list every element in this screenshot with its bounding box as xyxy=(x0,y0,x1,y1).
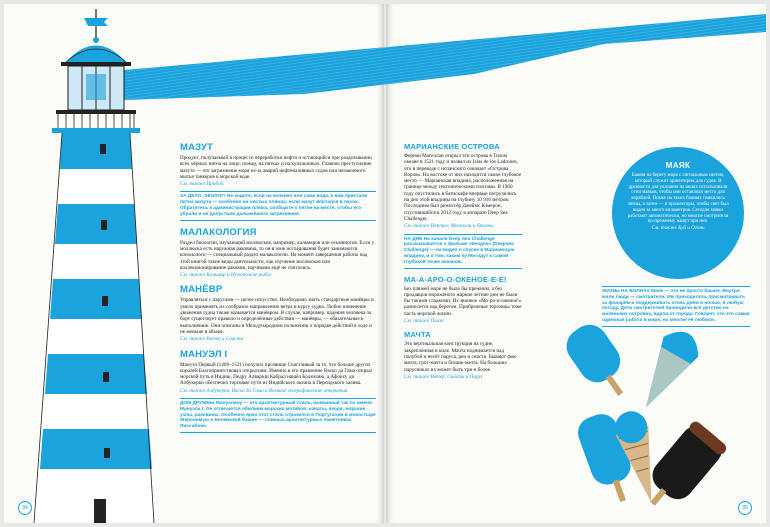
entry-text: Без пляжей море не было бы прежним, а без продавцов мороженого жаркие летние дни не были бы такими сладкими. Их звонкое «Мо-ро-о-оженое!» разносится над берегом. Прибрежные торговцы тоже часть морской жизни. xyxy=(404,285,522,317)
entry-text: Это вертикальная конструкция на судне, закреплённая в киле. Мачта поднимается над палубой и несёт паруса, реи и снасти. Бывают фок-мачта, грот-мачта и бизань-мачта. На больших парусниках их может быть три и более. xyxy=(404,341,518,373)
entry-title: МАЛАКОЛОГИЯ xyxy=(180,226,257,238)
entry-text: Раздел биологии, изучающий моллюсков, например, кальмаров или осьминогов. Если у моллюска есть наружная раковина, то он в зоне исследования будет занимаются конхиологи — специальный раздел малакологии. На момент завершения работы над этой книгой такие виды деятельности, как изучение моллюсков или коллекционирование раковин, научными ещё не считались. xyxy=(180,239,375,271)
book-spread xyxy=(4,4,766,523)
entry-marianas xyxy=(404,142,522,269)
mayak-title: МАЯК xyxy=(665,161,691,170)
tip-tag: НА ДНЕ xyxy=(404,236,423,242)
mayak-text: Башня на берегу моря с сигнальным светом, который служит ориентиром для судов. В древности для указания на мелях использовали огни маяков, чтобы они оставляли место для кораблей. Позже на таких башнях появились линзы, а затем — и прожекторы, чтобы свет был виден за много километров. Сегодня маяки работают автоматически, но многие смотрители по-прежнему живут при них. xyxy=(627,173,729,225)
mayak-circle xyxy=(612,147,744,279)
mayak-tip-column xyxy=(602,286,750,327)
tip-tag: ЗА ДЕЛО, ЭКОЛОГ! xyxy=(180,194,226,200)
tip-box xyxy=(180,398,376,433)
tip-box xyxy=(404,234,522,269)
ice-cream-illustration xyxy=(546,304,761,514)
tip-text: Маяк — это не просто башня. Внутри жили люди — смотрители. Им приходилось присматривать за фонарём и поддерживать огонь днём и ночью, в любую погоду. Дети смотрителей проводили всё детство на маленьких островах, вдали от города. Говорят, что это самая одинокая работа в мире, но многие её любили. xyxy=(602,289,750,323)
tip-box xyxy=(602,286,750,327)
page-number-left: 34 xyxy=(18,501,32,515)
tip-box xyxy=(180,191,376,220)
entry-title: МАРИАНСКИЕ ОСТРОВА xyxy=(404,142,500,151)
entry-manevr xyxy=(180,284,376,342)
entry-text: Фернан Магеллан открыл эти острова в Тихом океане в 1521 году и назвал их Islas de los Ladrones, что в переводе с испанского означает «Острова Воров». На востоке от них находится самое глубокое место — Марианская впадина, расположенная на границе между тектоническими плитами. В 1960 году опустились в батискафе впервые погрузились на дно этой впадины на глубину 10 916 метров. Последним был режиссёр Джеймс Кэмерон, спустившийся в 2012 году в аппарате Deep Sea Challenger. xyxy=(404,153,522,222)
entry-title: МАНУЭЛ I xyxy=(180,348,228,360)
lighthouse-illustration xyxy=(4,4,179,523)
see-also: См. также Пляж xyxy=(404,318,444,325)
entry-marco xyxy=(404,275,522,325)
see-also: См. также Прибой xyxy=(180,181,224,188)
entry-manuel xyxy=(180,349,376,433)
entry-text: Мануэл Первый (1469–1521) получил прозвище Счастливый за то, что больше других королей Благоприятствовал открытиям. Именно в его правление Васко да Гама открыл морской путь в Индию, Педру Алвариш Кабрал нашёл Бразилию, а Афонсу ди Албукерки обеспечил торговые пути из Индийского океана в Персидского залива. xyxy=(180,361,373,387)
left-page xyxy=(4,4,384,523)
entry-title: МАЧТА xyxy=(404,330,431,340)
entry-title: МАНЁВР xyxy=(180,284,223,296)
tip-text: Мануэлину — это архитектурный стиль, названный так по имени Мануэла I. Он отличается обилием морских мотивов: канаты, якоря, морские узлы, раковины. Особенно ярко этот стиль отразился в Португалии в монастыре Жеронимуш и Белемской башне — главных архитектурных памятниках Лиссабона. xyxy=(180,401,376,430)
entry-text: Управляться с парусами — целое искусство. Необходимо знать стандартные манёвры и умело применять их сообразно направлению ветра и курсу судна. Любое изменение движения судна также называется манёвром. В случае, например, падения человека за борт существует правило и определённые действия — манёвры, — обязательные к выполнению. Они описаны в Международном положении о порядке действий в ходе и не меньше в абзаце. xyxy=(180,297,374,335)
entry-mazut xyxy=(180,142,376,221)
entry-title: МАЗУТ xyxy=(180,142,214,153)
tip-text: Не ходите, если на коленях или сама вода, к вам пристали пятна мазута — особенно на чистых пляжах, если мазут впитался в песок. Обратитесь к администрации пляжа, сообщите о пятне на месте, чтобы его убрали и не допустили дальнейшего загрязнения. xyxy=(180,194,368,217)
entry-machta xyxy=(404,330,522,380)
entry-text: Продукт, получаемый в процессе переработки нефти и остающийся при разделывании всех чёрных пятна на лицо: пожар, на пятках и на купальниках. Главное преступление мазута — это загрязнение моря из-за аварий нефтеналивных судов или незаконного мытья танкеров в морской воде. xyxy=(180,155,372,180)
left-column xyxy=(180,142,376,439)
page-number-right: 35 xyxy=(738,501,752,515)
mayak-see-also: См. также Буй и Огонь xyxy=(651,225,705,232)
entry-malakologia xyxy=(180,227,376,279)
see-also: См. также Нептун; Магеллан и Океаны xyxy=(404,223,494,230)
entry-title: МА-А-АРО-О-ОКЕНОЕ-Е-Е! xyxy=(404,274,507,284)
see-also: См. также Албукерки, Васко да Гама и Великие географические открытия xyxy=(180,387,348,394)
tip-tag: ДОМ ДРУЖБЫ xyxy=(180,401,215,407)
see-also: См. также Кальмар и Неуклюжие рыбы xyxy=(180,272,271,279)
see-also: См. также Ветер и Снасти xyxy=(180,336,244,343)
see-also: См. также Ветер, Снасти и Парус xyxy=(404,373,484,380)
right-column xyxy=(404,142,522,386)
tip-tag: ЖИЗНЬ НА ВОЛНАХ xyxy=(602,289,650,294)
tip-text: На канале Deep Sea Challenge рассказывается о фильме «Бездна» (Deepsea Challenge) — на видео о спуске в Марианскую впадину, и о том, каким путём идут к самой глубокой точке океанов. xyxy=(404,236,515,265)
